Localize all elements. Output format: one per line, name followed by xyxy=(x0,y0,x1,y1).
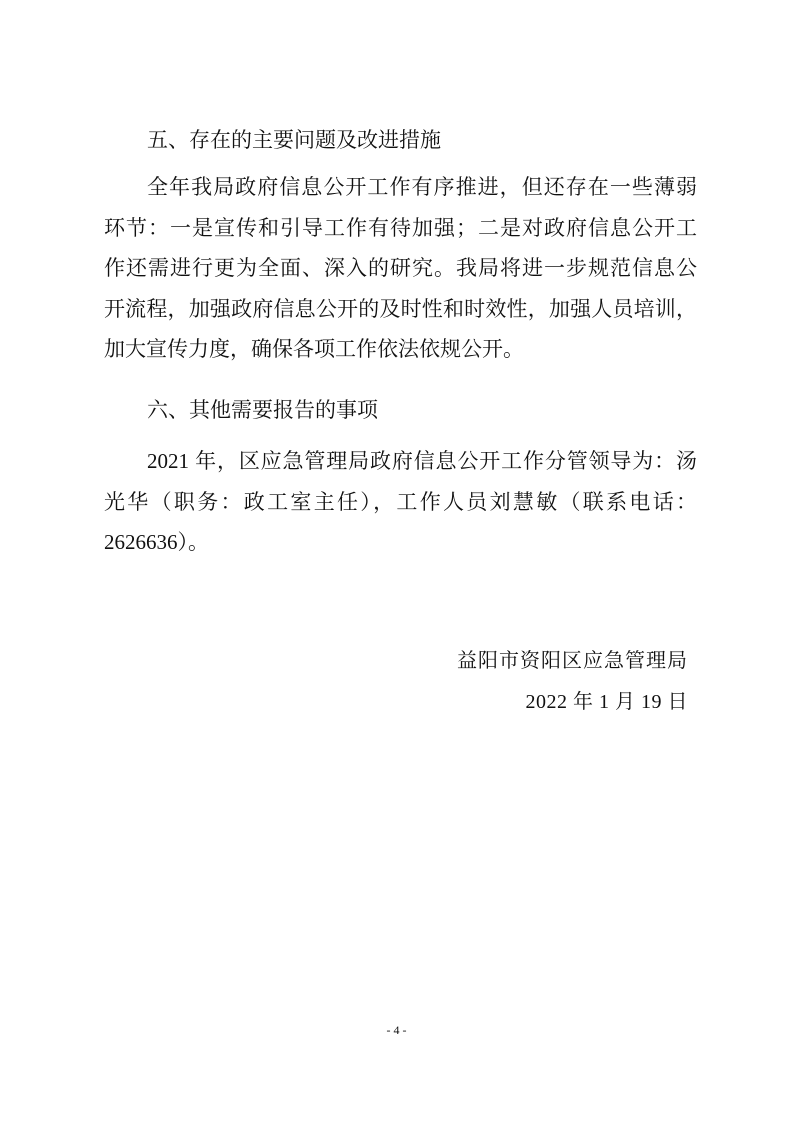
section-5-heading: 五、存在的主要问题及改进措施 xyxy=(147,128,441,152)
paragraph-line: 光华（职务：政工室主任），工作人员刘慧敏（联系电话： xyxy=(104,489,697,514)
section-5-paragraph xyxy=(104,167,697,370)
section-6-heading: 六、其他需要报告的事项 xyxy=(147,398,378,422)
paragraph-line: 加大宣传力度，确保各项工作依法依规公开。 xyxy=(104,337,524,361)
paragraph-line: 开流程，加强政府信息公开的及时性和时效性，加强人员培训， xyxy=(104,296,697,321)
paragraph-line: 作还需进行更为全面、深入的研究。我局将进一步规范信息公 xyxy=(104,256,697,280)
paragraph-line: 环节：一是宣传和引导工作有待加强；二是对政府信息公开工 xyxy=(104,215,697,240)
paragraph-line: 2021 年，区应急管理局政府信息公开工作分管领导为：汤 xyxy=(147,449,697,473)
paragraph-line: 2626636）。 xyxy=(104,530,209,554)
signature-organization: 益阳市资阳区应急管理局 xyxy=(457,650,688,672)
page-number: - 4 - xyxy=(386,1023,407,1037)
paragraph-line: 全年我局政府信息公开工作有序推进，但还存在一些薄弱 xyxy=(147,175,697,199)
section-6-paragraph xyxy=(104,441,697,563)
signature-date: 2022 年 1 月 19 日 xyxy=(525,691,688,713)
